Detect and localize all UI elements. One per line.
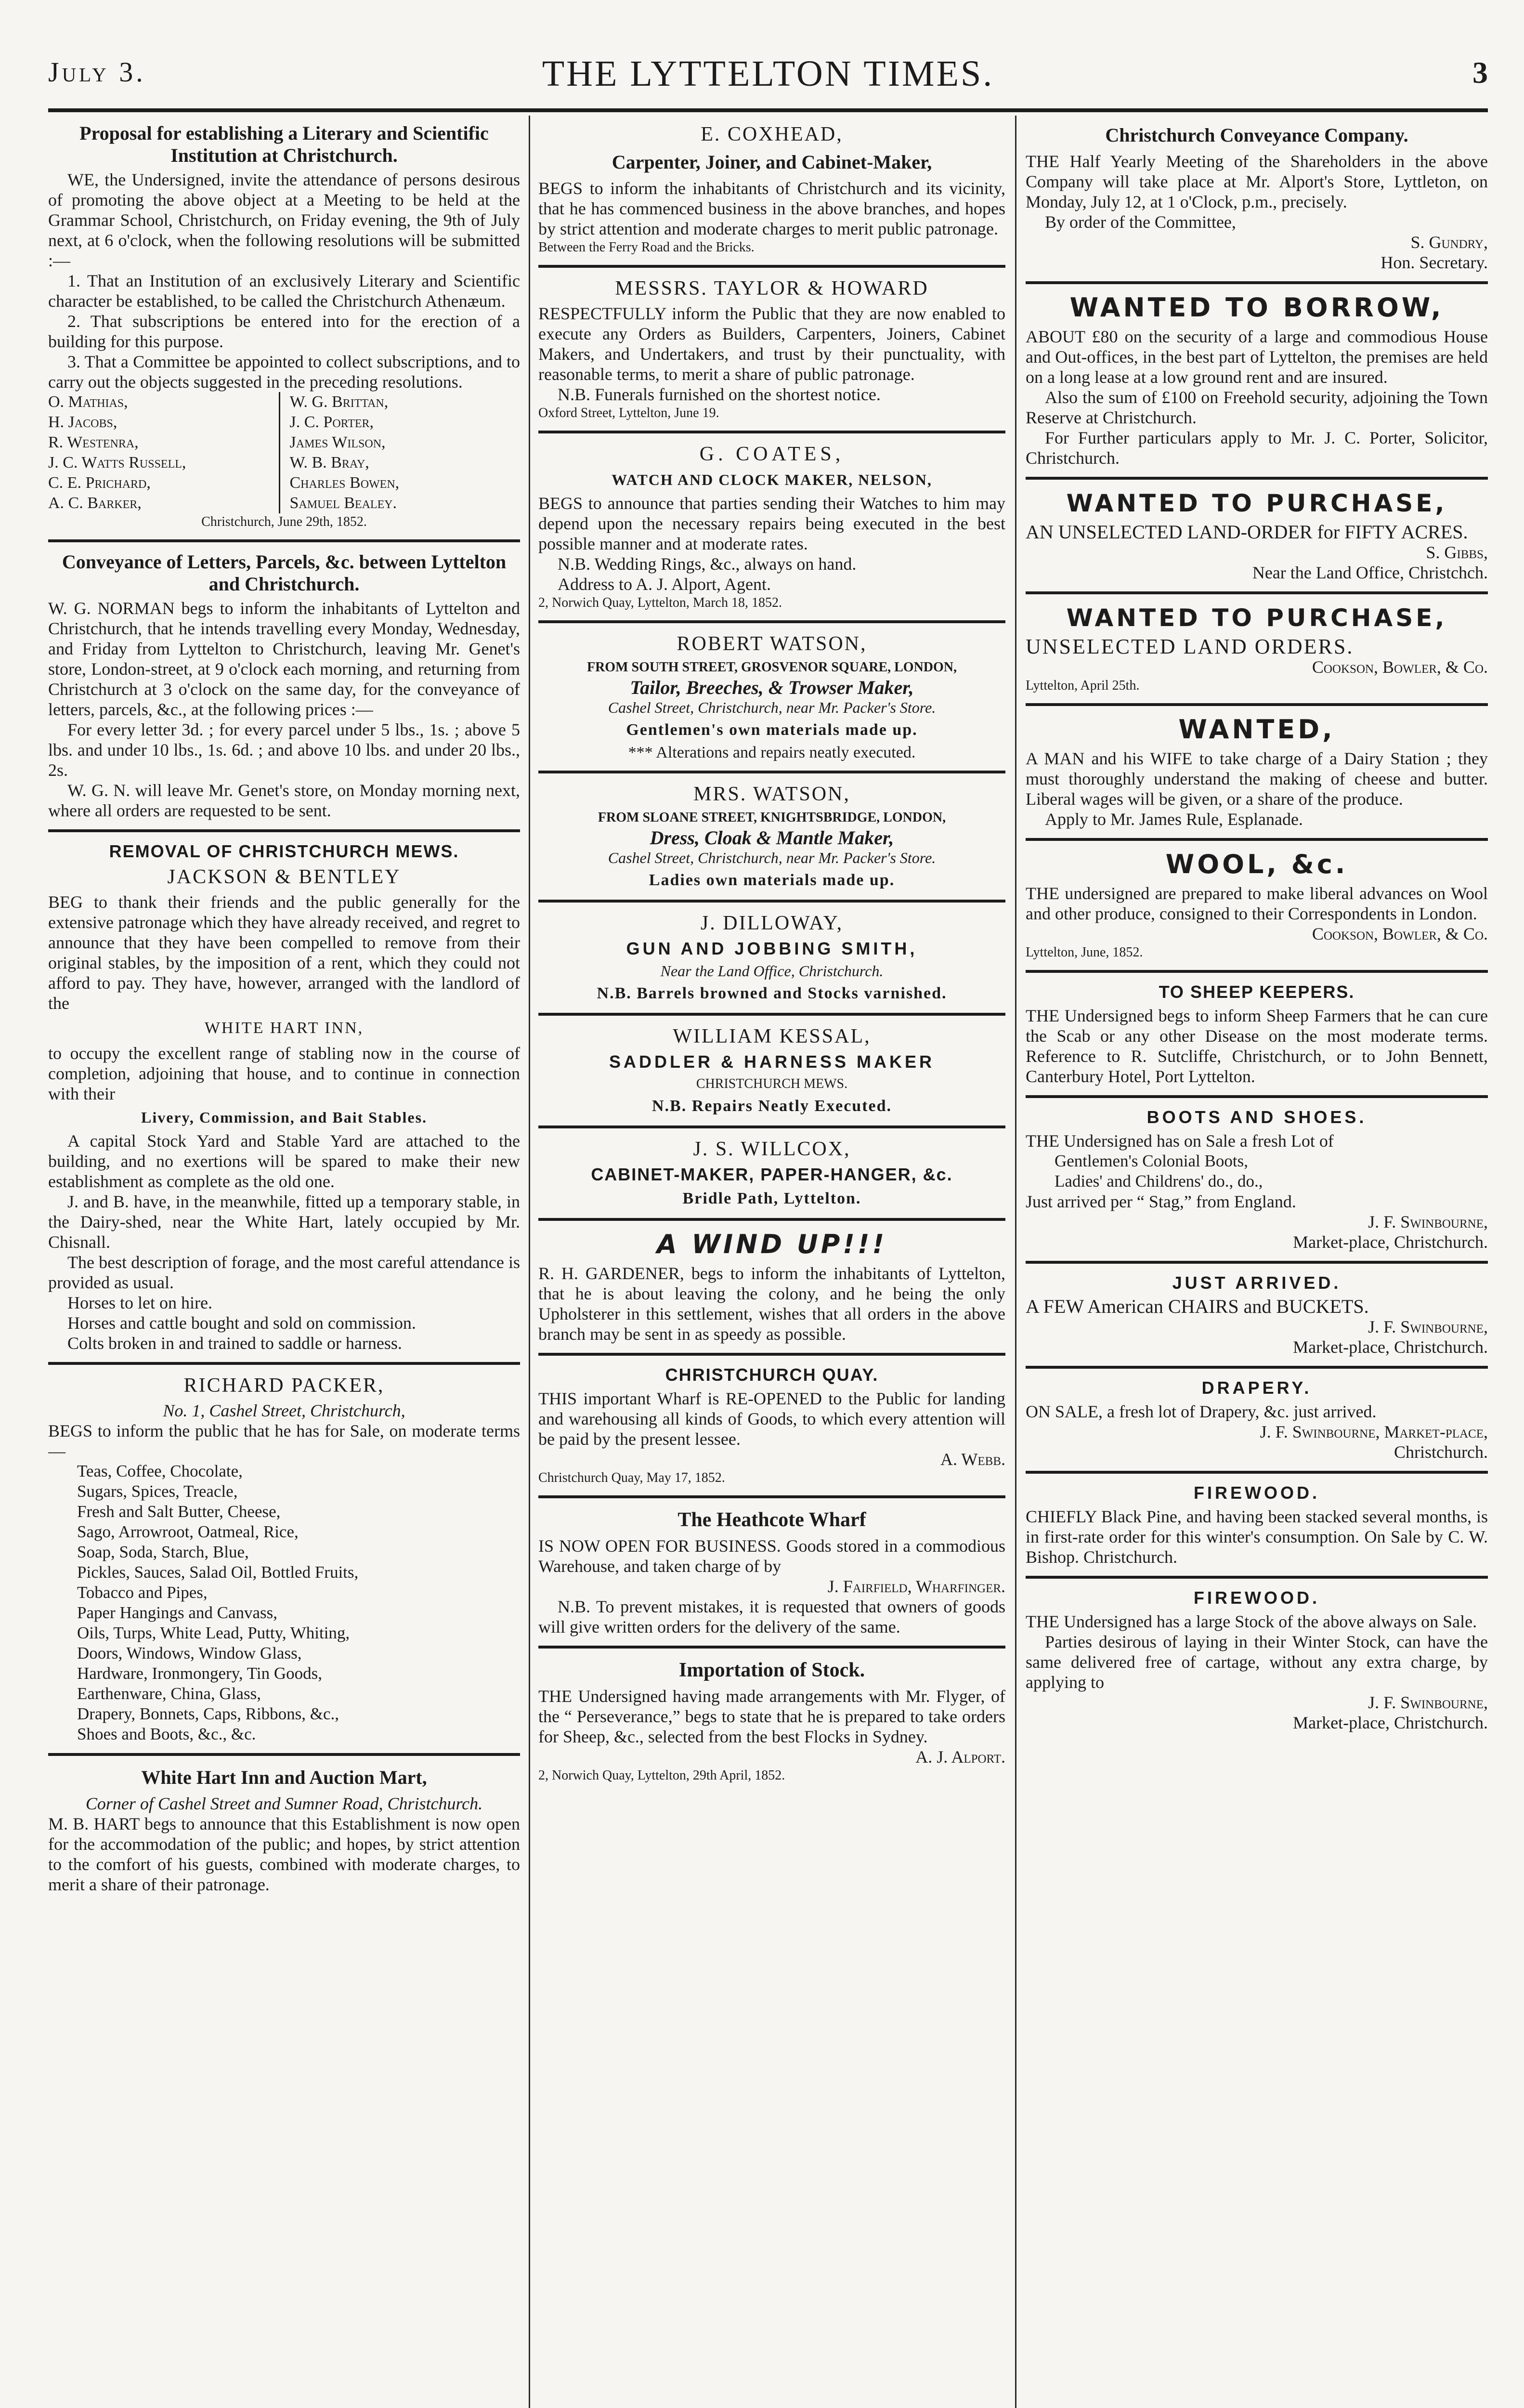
- column-divider: [529, 116, 530, 2408]
- list-item: Tobacco and Pipes,: [77, 1583, 208, 1602]
- signatory: Charles Bowen,: [289, 474, 400, 492]
- ad-title: Proposal for establishing a Literary and Scientific Institution at Christchurch.: [79, 122, 489, 166]
- ad-trade: WATCH AND CLOCK MAKER, NELSON,: [612, 471, 932, 488]
- rule: [1026, 1095, 1488, 1098]
- ad-title: DRAPERY.: [1201, 1378, 1312, 1398]
- ad-from: FROM SOUTH STREET, GROSVENOR SQUARE, LONDON,: [586, 660, 957, 675]
- ad-address: 2, Norwich Quay, Lyttelton, 29th April, 1852.: [538, 1768, 785, 1783]
- heathcote-wharf-ad: [538, 1507, 1005, 1637]
- rule: [1026, 703, 1488, 706]
- mews-ad: [48, 841, 520, 1353]
- ad-body: BEG to thank their friends and the public generally for the extensive patronage which they have already received, and regret to announce that they have been compelled to remove from their original stables, by the imposition of a rent, which they could not afford to pay. They have, however, arranged with the landlord of the: [48, 892, 520, 1013]
- ad-firm: JACKSON & BENTLEY: [167, 866, 401, 888]
- signatories-left: [48, 392, 280, 513]
- list-item: Sugars, Spices, Treacle,: [77, 1482, 238, 1501]
- ad-signature: J. F. Swinbourne,: [1368, 1693, 1488, 1712]
- ad-address: Market-place, Christchurch.: [1293, 1713, 1488, 1732]
- ad-prices: For every letter 3d. ; for every parcel under 5 lbs., 1s. ; above 5 lbs. and under 10 lbs., 1s. 6d. ; and above 10 lbs. and under 20 lbs., 2s.: [48, 720, 520, 780]
- ad-signature: Cookson, Bowler, & Co.: [1312, 657, 1488, 677]
- ad-body: A MAN and his WIFE to take charge of a Dairy Station ; they must thoroughly understand the making of cheese and butter. Liberal wages will be given, or a share of the produce.: [1026, 749, 1488, 809]
- rule: [1026, 281, 1488, 284]
- ad-trade: CABINET-MAKER, PAPER-HANGER, &c.: [591, 1165, 953, 1184]
- ad-name: J. DILLOWAY,: [700, 912, 844, 934]
- ad-name: J. S. WILLCOX,: [693, 1138, 851, 1160]
- rule: [48, 1362, 520, 1365]
- rule: [1026, 970, 1488, 973]
- list-item: Gentlemen's Colonial Boots,: [1055, 1152, 1248, 1170]
- ad-line: Horses to let on hire.: [67, 1293, 212, 1312]
- rule: [538, 900, 1005, 903]
- ad-name: RICHARD PACKER,: [183, 1374, 385, 1397]
- ad-date: Christchurch Quay, May 17, 1852.: [538, 1470, 725, 1485]
- list-item: Doors, Windows, Window Glass,: [77, 1644, 302, 1662]
- ad-signature: J. F. Swinbourne,: [1368, 1317, 1488, 1336]
- wanted-purchase-ad: [1026, 488, 1488, 583]
- ad-note: N.B. Funerals furnished on the shortest notice.: [558, 385, 881, 404]
- ad-address: Between the Ferry Road and the Bricks.: [538, 240, 755, 255]
- ad-address: Corner of Cashel Street and Sumner Road, Christchurch.: [85, 1794, 483, 1813]
- ad-address: Oxford Street, Lyttelton, June 19.: [538, 406, 719, 420]
- robert-watson-ad: [538, 632, 1005, 762]
- ad-name: ROBERT WATSON,: [677, 633, 867, 655]
- ad-body: The best description of forage, and the most careful attendance is provided as usual.: [48, 1253, 520, 1292]
- ad-inn: WHITE HART INN,: [204, 1019, 364, 1037]
- issue-date: July 3.: [48, 56, 146, 88]
- list-item: Fresh and Salt Butter, Cheese,: [77, 1502, 281, 1521]
- rule: [538, 1218, 1005, 1221]
- ad-body: THE Undersigned has on Sale a fresh Lot of: [1026, 1131, 1334, 1151]
- ad-name: WILLIAM KESSAL,: [673, 1025, 871, 1047]
- sheep-keepers-ad: [1026, 982, 1488, 1086]
- ad-title: JUST ARRIVED.: [1172, 1273, 1342, 1293]
- list-item: Soap, Soda, Starch, Blue,: [77, 1543, 249, 1561]
- ad-body: THIS important Wharf is RE-OPENED to the Public for landing and warehousing all kinds of Goods, to which every attention will be paid by the present lessee.: [538, 1389, 1005, 1449]
- ad-body: THE Undersigned has a large Stock of the above always on Sale.: [1026, 1612, 1477, 1631]
- mrs-watson-ad: [538, 782, 1005, 891]
- boots-shoes-ad: [1026, 1107, 1488, 1252]
- list-item: Sago, Arrowroot, Oatmeal, Rice,: [77, 1522, 299, 1541]
- willcox-ad: [538, 1137, 1005, 1209]
- signatory: O. Mathias,: [48, 393, 128, 411]
- signatory: C. E. Prichard,: [48, 474, 151, 492]
- ad-title: WANTED TO PURCHASE,: [1066, 604, 1447, 632]
- ad-from: FROM SLOANE STREET, KNIGHTSBRIDGE, LONDON,: [598, 810, 946, 825]
- rule: [1026, 838, 1488, 841]
- white-hart-ad: [48, 1765, 520, 1895]
- ad-body: IS NOW OPEN FOR BUSINESS. Goods stored in a commodious Warehouse, and taken charge of by: [538, 1536, 1005, 1576]
- signatory: A. C. Barker,: [48, 494, 142, 512]
- ad-name: MRS. WATSON,: [693, 783, 850, 805]
- ad-address: Near the Land Office, Christchch.: [1252, 563, 1488, 582]
- dilloway-ad: [538, 911, 1005, 1004]
- ad-body: RESPECTFULLY inform the Public that they are now enabled to execute any Orders as Builders, Carpenters, Joiners, Cabinet Makers, and Undertakers, and trust by their punctuality, with reasonable terms, to merit a share of public patronage.: [538, 304, 1005, 384]
- ad-signature: S. Gibbs,: [1426, 543, 1488, 562]
- packer-ad: [48, 1374, 520, 1744]
- ad-title: A WIND UP!!!: [656, 1229, 887, 1259]
- drapery-ad: [1026, 1377, 1488, 1462]
- ad-body: ABOUT £80 on the security of a large and commodious House and Out-offices, in the best part of Lyttelton, the premises are held on a long lease at a low ground rent and are insured.: [1026, 327, 1488, 387]
- ad-body: THE Half Yearly Meeting of the Shareholders in the above Company will take place at Mr. Alport's Store, Lyttleton, on Monday, July 12, at 1 o'Clock, p.m., precisely.: [1026, 152, 1488, 211]
- ad-date: Christchurch, June 29th, 1852.: [201, 514, 367, 529]
- ad-signature: A. J. Alport.: [915, 1747, 1005, 1767]
- ad-note: *** Alterations and repairs neatly executed.: [628, 744, 916, 761]
- taylor-howard-ad: [538, 276, 1005, 422]
- list-item: Pickles, Sauces, Salad Oil, Bottled Fruits,: [77, 1563, 359, 1582]
- column-1: [48, 119, 520, 2408]
- list-item: Ladies' and Childrens' do., do.,: [1055, 1172, 1263, 1191]
- ad-title: BOOTS AND SHOES.: [1146, 1107, 1367, 1127]
- ad-body: Also the sum of £100 on Freehold security, adjoining the Town Reserve at Christchurch.: [1026, 388, 1488, 427]
- resolution: 2. That subscriptions be entered into for the erection of a building for this purpose.: [48, 312, 520, 351]
- list-item: Drapery, Bonnets, Caps, Ribbons, &c.,: [77, 1704, 339, 1723]
- ad-title: WANTED TO PURCHASE,: [1066, 489, 1447, 517]
- ad-title: TO SHEEP KEEPERS.: [1159, 982, 1355, 1002]
- rule: [538, 431, 1005, 433]
- ad-agent: Address to A. J. Alport, Agent.: [558, 575, 771, 594]
- ad-trade: SADDLER & HARNESS MAKER: [609, 1052, 935, 1072]
- rule: [1026, 1366, 1488, 1369]
- list-item: Teas, Coffee, Chocolate,: [77, 1462, 243, 1480]
- ad-body: UNSELECTED LAND ORDERS.: [1026, 635, 1354, 658]
- ad-address: Christchurch.: [1394, 1442, 1488, 1462]
- ad-note: N.B. Wedding Rings, &c., always on hand.: [558, 554, 857, 574]
- stock-import-ad: [538, 1657, 1005, 1784]
- ad-body: AN UNSELECTED LAND-ORDER for FIFTY ACRES.: [1026, 521, 1468, 543]
- conveyance-company-ad: [1026, 122, 1488, 273]
- ad-signature: J. Fairfield, Wharfinger.: [827, 1577, 1005, 1596]
- ad-title: FIREWOOD.: [1194, 1483, 1320, 1503]
- ad-body: WE, the Undersigned, invite the attendance of persons desirous of promoting the above object at a Meeting to be held at the Grammar School, Christchurch, on Friday evening, the 9th of July next, at 6 o'clock, when the following resolutions will be submitted :—: [48, 170, 520, 270]
- ad-date: Lyttelton, June, 1852.: [1026, 945, 1143, 960]
- rule: [1026, 1471, 1488, 1474]
- ad-name: E. COXHEAD,: [701, 123, 843, 145]
- resolution: 3. That a Committee be appointed to collect subscriptions, and to carry out the objects suggested in the preceding resolutions.: [48, 352, 520, 392]
- list-item: Earthenware, China, Glass,: [77, 1684, 261, 1703]
- ad-signature: J. F. Swinbourne, Market-place,: [1260, 1422, 1488, 1441]
- ad-date: Lyttelton, April 25th.: [1026, 678, 1140, 693]
- ad-title: Importation of Stock.: [678, 1659, 865, 1681]
- ad-note: N.B. Repairs Neatly Executed.: [651, 1097, 892, 1115]
- ad-address: Near the Land Office, Christchurch.: [660, 962, 884, 980]
- ad-note: Ladies own materials made up.: [649, 871, 895, 889]
- ad-role: Hon. Secretary.: [1381, 253, 1488, 272]
- ad-title: WANTED TO BORROW,: [1069, 292, 1444, 323]
- ad-body: A FEW American CHAIRS and BUCKETS.: [1026, 1296, 1369, 1317]
- ad-body: THE undersigned are prepared to make liberal advances on Wool and other produce, consigned to their Correspondents in London.: [1026, 884, 1488, 923]
- ad-trade: GUN AND JOBBING SMITH,: [626, 939, 918, 958]
- ad-body: W. G. NORMAN begs to inform the inhabitants of Lyttelton and Christchurch, that he intends travelling every Monday, Wednesday, and Friday from Lyttelton to Christchurch, leaving Mr. Genet's store, London-street, at 9 o'clock each morning, and returning from Christchurch at 3 o'clock on the same day, for the conveyance of letters, parcels, &c., at the following prices :—: [48, 599, 520, 719]
- ad-address: Market-place, Christchurch.: [1293, 1337, 1488, 1357]
- signatory: W. B. Bray,: [289, 454, 369, 471]
- ad-address: Cashel Street, Christchurch, near Mr. Packer's Store.: [608, 849, 936, 866]
- ad-body: R. H. GARDENER, begs to inform the inhabitants of Lyttelton, that he is about leaving the colony, and he being the only Upholsterer in this settlement, wishes that all orders in the above branch may be sent in as speedy as possible.: [538, 1264, 1005, 1344]
- coates-ad: [538, 442, 1005, 612]
- rule: [48, 539, 520, 542]
- signatories: [48, 392, 520, 513]
- rule: [538, 265, 1005, 268]
- goods-list: [77, 1461, 520, 1744]
- ad-note: N.B. Barrels browned and Stocks varnished.: [597, 984, 947, 1002]
- ad-trade: Tailor, Breeches, & Trowser Maker,: [630, 677, 914, 698]
- signatory: J. C. Porter,: [289, 413, 374, 431]
- ad-closing: W. G. N. will leave Mr. Genet's store, on Monday morning next, where all orders are requested to be sent.: [48, 781, 520, 820]
- ad-signature: S. Gundry,: [1410, 233, 1488, 252]
- ad-title: CHRISTCHURCH QUAY.: [665, 1365, 879, 1385]
- list-item: Hardware, Ironmongery, Tin Goods,: [77, 1664, 323, 1683]
- list-item: Oils, Turps, White Lead, Putty, Whiting,: [77, 1623, 350, 1642]
- ad-body: J. and B. have, in the meanwhile, fitted up a temporary stable, in the Dairy-shed, near the White Hart, lately occupied by Mr. Chisnall.: [48, 1192, 520, 1252]
- rule: [1026, 477, 1488, 480]
- ad-body: M. B. HART begs to announce that this Establishment is now open for the accommodation of the public; and hopes, by strict attention to the comfort of his guests, combined with moderate charges, to merit a share of their patronage.: [48, 1814, 520, 1894]
- signatory: James Wilson,: [289, 433, 386, 451]
- ad-note: Gentlemen's own materials made up.: [626, 721, 918, 739]
- ad-title: Conveyance of Letters, Parcels, &c. between Lyttelton and Christchurch.: [62, 551, 507, 595]
- ad-address: Bridle Path, Lyttelton.: [682, 1190, 861, 1207]
- ad-body: BEGS to announce that parties sending their Watches to him may depend upon the necessary repairs being executed in the best possible manner and at moderate rates.: [538, 494, 1005, 553]
- list-item: Paper Hangings and Canvass,: [77, 1603, 278, 1622]
- christchurch-quay-ad: [538, 1364, 1005, 1487]
- rule: [1026, 1261, 1488, 1264]
- ad-name: G. COATES,: [699, 443, 845, 465]
- ad-signature: J. F. Swinbourne,: [1368, 1212, 1488, 1231]
- signatory: W. G. Brittan,: [289, 393, 389, 411]
- ad-body: Just arrived per “ Stag,” from England.: [1026, 1192, 1296, 1211]
- ad-address: No. 1, Cashel Street, Christchurch,: [163, 1401, 405, 1420]
- ad-note: N.B. To prevent mistakes, it is requested that owners of goods will give written orders for the delivery of the same.: [538, 1597, 1005, 1636]
- ad-title: REMOVAL OF CHRISTCHURCH MEWS.: [109, 841, 459, 861]
- ad-body: to occupy the excellent range of stabling now in the course of completion, adjoining that house, and to continue in connection with their: [48, 1044, 520, 1103]
- ad-title: FIREWOOD.: [1194, 1588, 1320, 1608]
- rule: [538, 771, 1005, 773]
- firewood-ad: [1026, 1587, 1488, 1733]
- just-arrived-ad: [1026, 1272, 1488, 1357]
- rule: [538, 1013, 1005, 1016]
- signatory: J. C. Watts Russell,: [48, 454, 186, 471]
- ad-body: BEGS to inform the public that he has for Sale, on moderate terms—: [48, 1421, 520, 1461]
- wanted-borrow-ad: [1026, 293, 1488, 468]
- signatories-right: [290, 392, 521, 513]
- wool-ad: [1026, 850, 1488, 961]
- ad-apply: Apply to Mr. James Rule, Esplanade.: [1045, 810, 1303, 829]
- resolution: 1. That an Institution of an exclusively Literary and Scientific character be established, to be called the Christchurch Athenæum.: [48, 271, 520, 311]
- list-item: Shoes and Boots, &c., &c.: [77, 1725, 256, 1743]
- ad-address: Cashel Street, Christchurch, near Mr. Packer's Store.: [608, 699, 936, 716]
- ad-title: White Hart Inn and Auction Mart,: [141, 1767, 427, 1788]
- signatory: Samuel Bealey.: [289, 494, 397, 512]
- ad-body: THE Undersigned having made arrangements with Mr. Flyger, of the “ Perseverance,” begs to state that he is prepared to take orders for Sheep, &c., selected from the best Flocks in Sydney.: [538, 1687, 1005, 1746]
- ad-body: For Further particulars apply to Mr. J. C. Porter, Solicitor, Christchurch.: [1026, 428, 1488, 468]
- institution-ad: [48, 122, 520, 531]
- rule: [48, 1753, 520, 1756]
- ad-body: ON SALE, a fresh lot of Drapery, &c. just arrived.: [1026, 1402, 1377, 1421]
- ad-body: CHIEFLY Black Pine, and having been stacked several months, is in first-rate order for this winter's consumption. On Sale by C. W. Bishop. Christchurch.: [1026, 1507, 1488, 1567]
- ad-address: CHRISTCHURCH MEWS.: [696, 1076, 848, 1091]
- goods-list: [1055, 1151, 1488, 1191]
- ad-signature: A. Webb.: [940, 1450, 1005, 1469]
- ad-address: Market-place, Christchurch.: [1293, 1232, 1488, 1252]
- signatory: R. Westenra,: [48, 433, 139, 451]
- ad-body: A capital Stock Yard and Stable Yard are attached to the building, and no exertions will be spared to make their new establishment as complete as the old one.: [48, 1131, 520, 1191]
- newspaper-title: THE LYTTELTON TIMES.: [542, 53, 994, 94]
- wind-up-ad: [538, 1230, 1005, 1344]
- ad-name: MESSRS. TAYLOR & HOWARD: [615, 277, 929, 300]
- kessal-ad: [538, 1024, 1005, 1117]
- ad-body: Parties desirous of laying in their Winter Stock, can have the same delivered free of cartage, without any extra charge, by applying to: [1026, 1632, 1488, 1692]
- rule: [1026, 1576, 1488, 1579]
- ad-signature: Cookson, Bowler, & Co.: [1312, 924, 1488, 943]
- ad-trade: Dress, Cloak & Mantle Maker,: [650, 827, 894, 849]
- masthead-rule: [48, 108, 1488, 112]
- column-3: [1026, 119, 1488, 2408]
- conveyance-ad: [48, 551, 520, 821]
- coxhead-ad: [538, 122, 1005, 256]
- column-2: [538, 119, 1005, 2408]
- ad-trade: Carpenter, Joiner, and Cabinet-Maker,: [612, 151, 932, 173]
- masthead: [48, 53, 1488, 106]
- rule: [538, 1353, 1005, 1356]
- ad-order: By order of the Committee,: [1045, 212, 1236, 232]
- ad-line: Colts broken in and trained to saddle or harness.: [67, 1334, 402, 1353]
- ad-body: BEGS to inform the inhabitants of Christchurch and its vicinity, that he has commenced business in the above branches, and hopes by strict attention and moderate charges to merit public patronage.: [538, 179, 1005, 238]
- ad-address: 2, Norwich Quay, Lyttelton, March 18, 1852.: [538, 595, 782, 610]
- rule: [1026, 591, 1488, 594]
- page-number: 3: [1472, 55, 1488, 90]
- wanted-ad: [1026, 715, 1488, 829]
- ad-title: Christchurch Conveyance Company.: [1105, 124, 1408, 146]
- ad-subtitle: Livery, Commission, and Bait Stables.: [141, 1109, 428, 1126]
- rule: [538, 1495, 1005, 1498]
- ad-title: WANTED,: [1178, 714, 1335, 745]
- firewood-ad: [1026, 1482, 1488, 1567]
- column-divider: [1015, 116, 1016, 2408]
- ad-title: WOOL, &c.: [1165, 849, 1348, 879]
- ad-title: The Heathcote Wharf: [677, 1509, 866, 1531]
- ad-body: THE Undersigned begs to inform Sheep Farmers that he can cure the Scab or any other Disease on the most moderate terms. Reference to R. Sutcliffe, Christchurch, or to John Bennett, Canterbury Hotel, Port Lyttelton.: [1026, 1006, 1488, 1086]
- rule: [538, 1646, 1005, 1649]
- rule: [538, 620, 1005, 623]
- signatory: H. Jacobs,: [48, 413, 117, 431]
- rule: [48, 829, 520, 832]
- rule: [538, 1125, 1005, 1128]
- ad-line: Horses and cattle bought and sold on commission.: [67, 1313, 416, 1333]
- wanted-purchase-ad: [1026, 603, 1488, 694]
